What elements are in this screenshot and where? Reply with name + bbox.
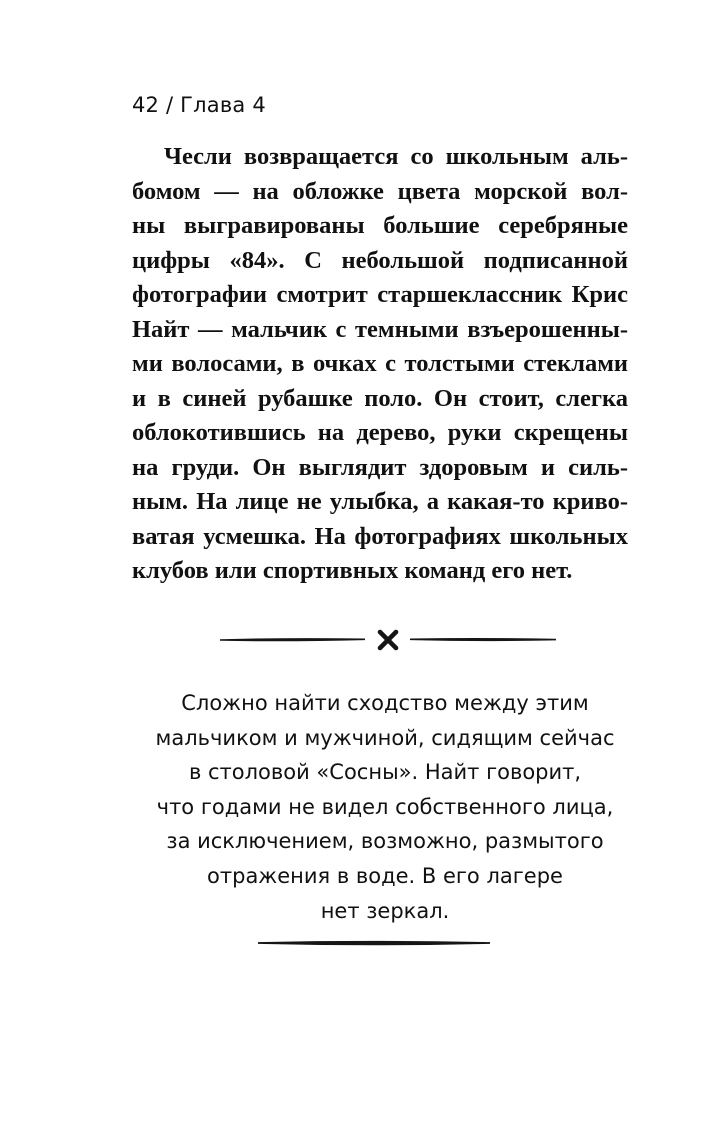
pull-quote-line: что годами не видел собственного лица, bbox=[156, 794, 614, 819]
divider-rule-right bbox=[410, 639, 556, 640]
body-line: клубов или спортивных команд его нет. bbox=[132, 557, 573, 584]
body-text bbox=[132, 140, 628, 589]
pull-quote bbox=[120, 686, 650, 928]
pull-quote-line: Сложно найти сходство между этим bbox=[181, 691, 589, 715]
pull-quote-line: нет зеркал. bbox=[320, 898, 450, 923]
body-line: фотографии смотрит старшеклассник Крис bbox=[132, 281, 628, 308]
pull-quote-line: мальчиком и мужчиной, сидящим сейчас bbox=[155, 725, 615, 750]
body-line: на груди. Он выглядит здоровым и силь- bbox=[132, 453, 628, 481]
divider-rule bbox=[258, 942, 490, 945]
ornament-divider-bottom bbox=[257, 936, 491, 950]
body-line: Чесли возвращается со школьным аль- bbox=[164, 143, 628, 170]
body-line: цифры «84». С небольшой подписанной bbox=[132, 246, 628, 274]
body-line: ми волосами, в очках с толстыми стеклами bbox=[132, 350, 628, 377]
body-line: Найт — мальчик с темными взъерошенны- bbox=[132, 315, 628, 343]
pull-quote-line: отражения в воде. В его лагере bbox=[207, 863, 563, 888]
body-line: и в синей рубашке поло. Он стоит, слегка bbox=[132, 384, 628, 412]
body-line: облокотившись на дерево, руки скрещены bbox=[132, 419, 628, 446]
body-line: ватая усмешка. На фотографиях школьных bbox=[132, 522, 628, 550]
body-line: ным. На лице не улыбка, а какая-то криво- bbox=[132, 488, 628, 515]
body-line: ны выгравированы большие серебряные bbox=[132, 212, 628, 239]
pull-quote-line: за исключением, возможно, размытого bbox=[166, 829, 604, 854]
pull-quote-line: в столовой «Сосны». Найт говорит, bbox=[188, 760, 582, 785]
body-line: бомом — на обложке цвета морской вол- bbox=[132, 177, 628, 205]
cross-x-icon bbox=[380, 632, 396, 648]
divider-rule-left bbox=[220, 639, 365, 641]
running-head: 42 / Глава 4 bbox=[132, 93, 266, 117]
ornament-divider-top bbox=[219, 627, 557, 651]
